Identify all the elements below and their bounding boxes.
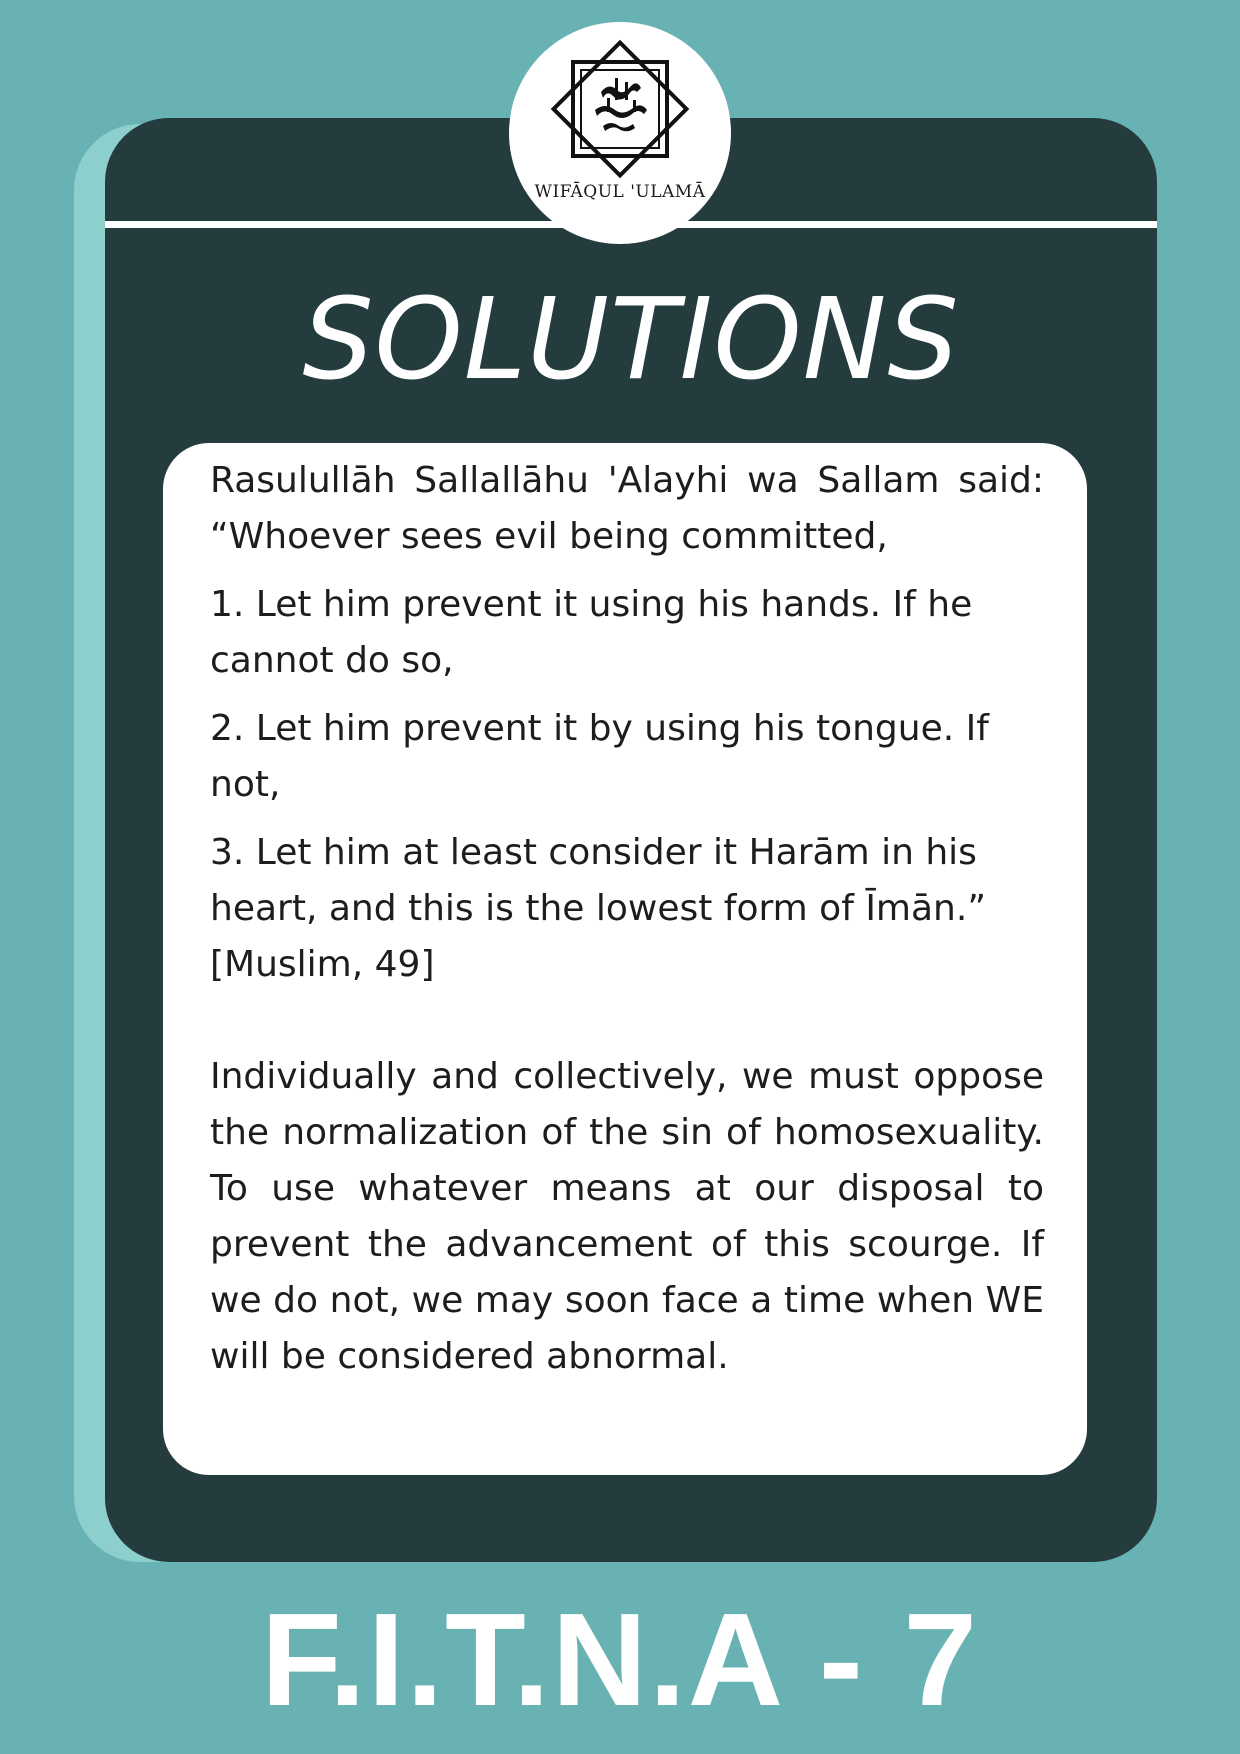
hadith-item-3: 3. Let him at least consider it Harām in his heart, and this is the lowest form of Īmān.” (210, 832, 986, 929)
hadith-intro: Rasulullāh Sallallāhu 'Alayhi wa Sallam said: “Whoever sees evil being committed, (210, 460, 1044, 557)
series-title: F.I.T.N.A - 7 (261, 1586, 979, 1733)
hadith-source: [Muslim, 49] (210, 944, 435, 985)
logo-name: WIFĀQUL 'ULAMĀ (534, 182, 706, 202)
content-panel (163, 443, 1087, 1475)
logo (509, 22, 731, 244)
body-paragraph: Individually and collectively, we must oppose the normalization of the sin of homosexuality. To use whatever means at our disposal to prevent the advancement of this scourge. If we do not, we may soon face a time when WE will be considered abnormal. (210, 1056, 1044, 1377)
page-title: SOLUTIONS (302, 275, 960, 405)
hadith-item-2: 2. Let him prevent it by using his tongue. If not, (210, 708, 989, 805)
hadith-item-1: 1. Let him prevent it using his hands. If he cannot do so, (210, 584, 973, 681)
calligraphy-seal-icon (549, 38, 691, 180)
content-text (210, 453, 1044, 1385)
